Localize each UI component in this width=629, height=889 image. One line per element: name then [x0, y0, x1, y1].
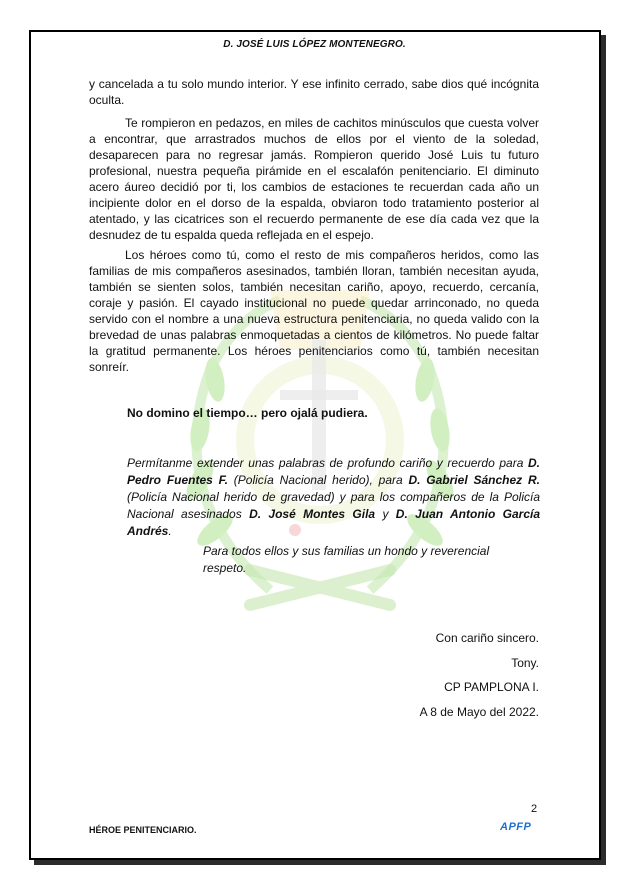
- apfp-logo: APFP: [500, 821, 532, 833]
- respect-note: Para todos ellos y sus familias un hondo y reverencial respeto.: [203, 544, 490, 575]
- paragraph-1: [89, 76, 539, 108]
- signature-line-1: Con cariño sincero.: [435, 631, 539, 645]
- motto: No domino el tiempo… pero ojalá pudiera.: [127, 406, 368, 420]
- paragraph-2: [89, 115, 539, 243]
- paragraph-3-text: Los héroes como tú, como el resto de mis compañeros heridos, como las familias de mis compañeros asesinados, también lloran, también necesitan ayuda, también se sienten solos, también necesitan cariño, apoyo, recuerdo, cercanía, coraje y pasión. El cayado institucional no puede quedar arrinconado, no queda servido con el nombre a una nueva estructura penitenciaria, no queda valido con la brevedad de unas palabras enmoquetadas a cientos de kilómetros. No puede faltar la gratitud permanente. Los héroes penitenciarios como tú, también necesitan sonreír.: [89, 248, 539, 374]
- dedication-end: .: [168, 524, 172, 538]
- signature-line-2: Tony.: [511, 656, 539, 670]
- paragraph-2-text: Te rompieron en pedazos, en miles de cachitos minúsculos que cuesta volver a encontrar, que arrastrados muchos de ellos por el viento de la soledad, desaparecen para no regresar jamás. Rompieron querido José Luis tu futuro profesional, nuestra pequeña pirámide en el escalafón penitenciario. El diminuto acero áureo decidió por ti, los cambios de estaciones te recuerdan cada año un incipiente dolor en el dorso de la espalda, obviaron todo tratamiento posterior al atentado, y las cicatrices son el recuerdo permanente de ese día cada vez que la desnudez de tu espalda queda reflejada en el espejo.: [89, 116, 539, 242]
- dedication-intro: Permítanme extender unas palabras de profundo cariño y recuerdo para: [127, 456, 528, 470]
- dedication-name-1: D. Pedro Fuentes F.: [127, 456, 540, 487]
- paragraph-3: [89, 247, 539, 375]
- paragraph-1-text: y cancelada a tu solo mundo interior. Y ese infinito cerrado, sabe dios qué incógnita oculta.: [89, 77, 539, 107]
- dedication-role-1: (Policía Nacional herido), para: [227, 473, 409, 487]
- signature-line-4: A 8 de Mayo del 2022.: [419, 705, 539, 719]
- dedication-conj: y: [375, 507, 396, 521]
- page-number: 2: [531, 803, 538, 815]
- dedication: [127, 455, 540, 540]
- signature-line-3: CP PAMPLONA I.: [444, 680, 539, 694]
- page-header: D. JOSÉ LUIS LÓPEZ MONTENEGRO.: [223, 39, 406, 50]
- dedication-name-4: D. Juan Antonio García Andrés: [127, 507, 541, 538]
- dedication-role-2: (Policía Nacional herido de gravedad) y para los compañeros de la Policía Nacional asesinados: [127, 490, 540, 521]
- footer-title: HÉROE PENITENCIARIO.: [89, 825, 197, 835]
- dedication-name-3: D. José Montes Gila: [249, 507, 376, 521]
- dedication-name-2: D. Gabriel Sánchez R.: [408, 473, 540, 487]
